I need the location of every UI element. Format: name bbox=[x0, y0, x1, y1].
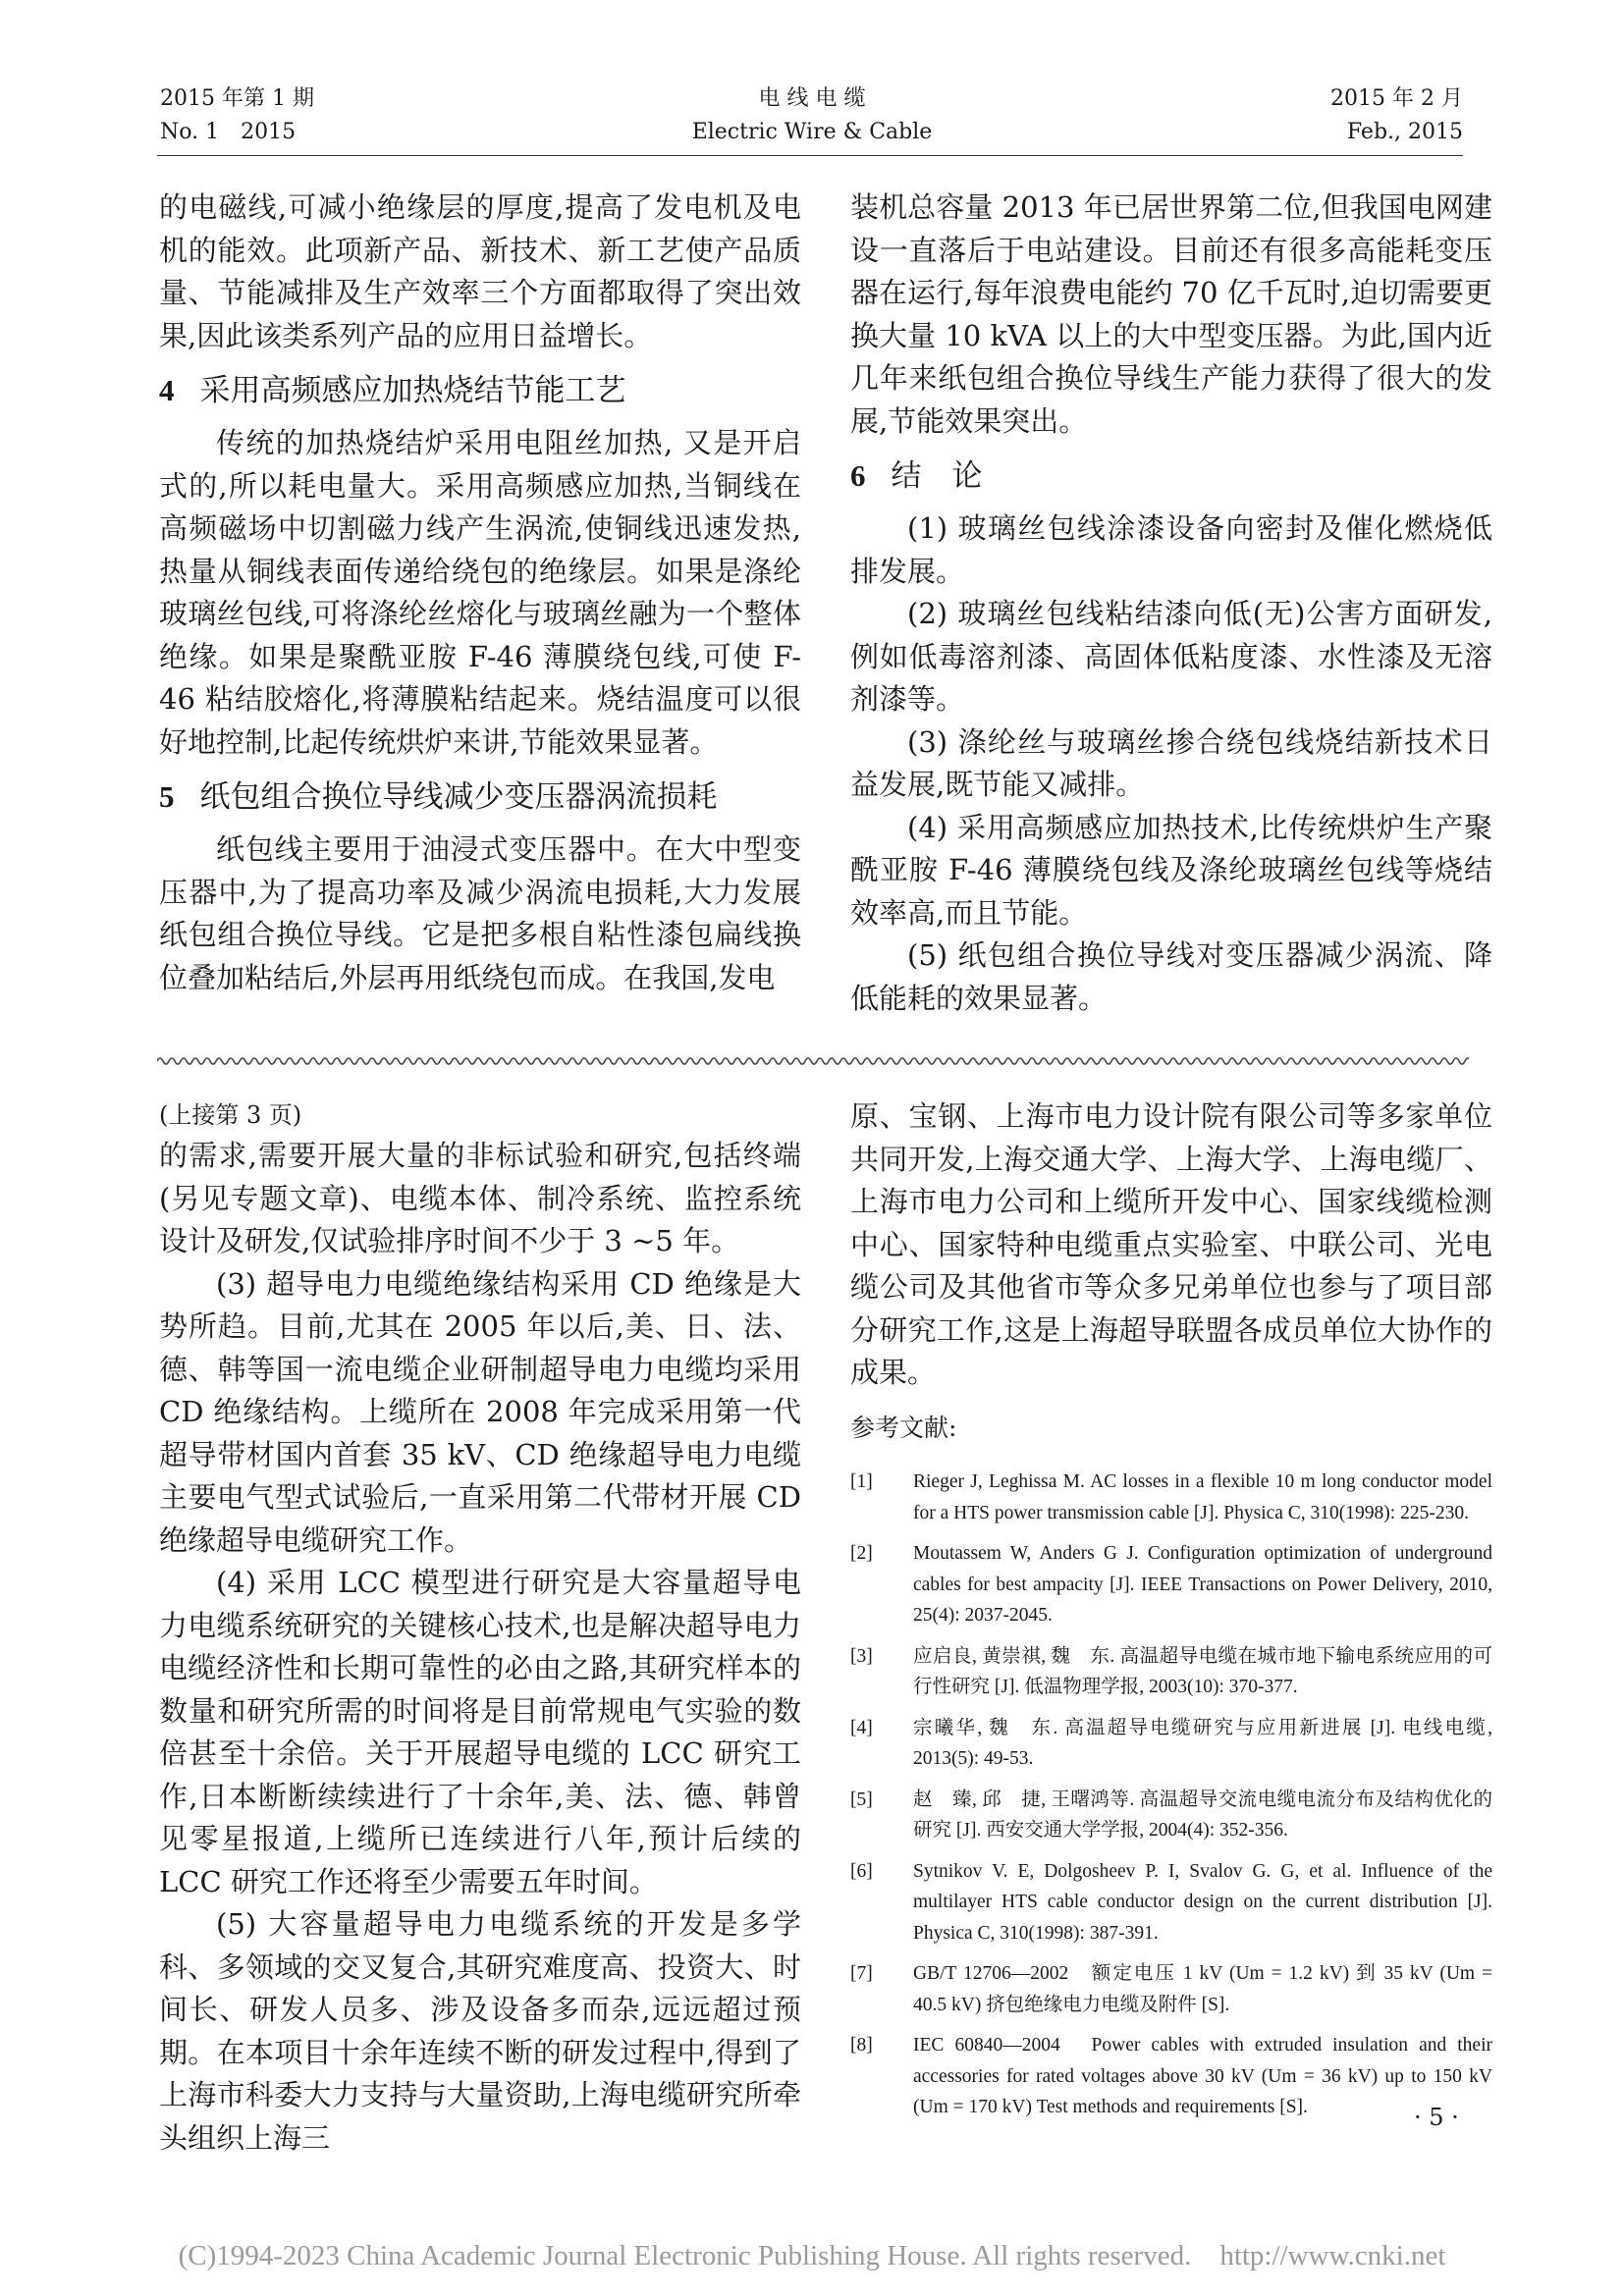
journal-title-en: Electric Wire & Cable bbox=[691, 120, 933, 144]
reference-item bbox=[850, 2030, 1492, 2123]
paragraph: 纸包线主要用于油浸式变压器中。在大中型变压器中,为了提高功率及减少涡流电损耗,大力发展纸包组合换位导线。它是把多根自粘性漆包扁线换位叠加粘结后,外层再用纸绕包而成。在我国,发电 bbox=[159, 832, 801, 994]
reference-item bbox=[850, 1856, 1492, 1949]
date-en: Feb., 2015 bbox=[1346, 120, 1463, 144]
reference-number: [3] bbox=[850, 1645, 873, 1667]
reference-item bbox=[850, 1467, 1492, 1528]
bottom-left-column bbox=[159, 1095, 801, 2160]
paragraph: (5) 大容量超导电力电缆系统的开发是多学科、多领域的交叉复合,其研究难度高、投资大、时间长、研发人员多、涉及设备多而杂,远远超过预期。在本项目十余年连续不断的研发过程中,得到了上海市科委大力支持与大量资助,上海电缆研究所牵头组织上海三 bbox=[159, 1907, 801, 2155]
section-title: 结 论 bbox=[891, 458, 983, 494]
reference-number: [6] bbox=[850, 1860, 873, 1882]
reference-text: 宗曦华, 魏 东. 高温超导电缆研究与应用新进展 [J]. 电线电缆, 2013(5): 49-53. bbox=[913, 1717, 1492, 1769]
references-title: 参考文献: bbox=[850, 1413, 957, 1442]
bottom-right-column bbox=[850, 1095, 1492, 2133]
date-cn: 2015 年 2 月 bbox=[1330, 86, 1463, 111]
paragraph: 装机总容量 2013 年已居世界第二位,但我国电网建设一直落后于电站建设。目前还有很多高能耗变压器在运行,每年浪费电能约 70 亿千瓦时,迫切需要更换大量 10 kVA 以上的大中型变压器。为此,国内近几年来纸包组合换位导线生产能力获得了很大的发展,节能效果突出。 bbox=[850, 190, 1492, 438]
issue-en: No. 1 2015 bbox=[160, 120, 297, 144]
section-heading-5 bbox=[159, 772, 801, 823]
paragraph: (3) 超导电力电缆绝缘结构采用 CD 绝缘是大势所趋。目前,尤其在 2005 年以后,美、日、法、德、韩等国一流电缆企业研制超导电力电缆均采用 CD 绝缘结构。上缆所在 2008 年完成采用第一代超导带材国内首套 35 kV、CD 绝缘超导电力电缆主要电气型式试验后,一直采用第二代带材开展 CD 绝缘超导电缆研究工作。 bbox=[159, 1266, 801, 1557]
reference-text: 赵 臻, 邱 捷, 王曙鸿等. 高温超导交流电缆电流分布及结构优化的研究 [J]. 西安交通大学学报, 2004(4): 352-356. bbox=[913, 1789, 1492, 1841]
section-number: 6 bbox=[850, 458, 866, 493]
reference-number: [7] bbox=[850, 1963, 873, 1984]
reference-item bbox=[850, 1713, 1492, 1775]
paragraph: 的电磁线,可减小绝缘层的厚度,提高了发电机及电机的能效。此项新产品、新技术、新工艺使产品质量、节能减排及生产效率三个方面都取得了突出效果,因此该类系列产品的应用日益增长。 bbox=[159, 190, 801, 352]
section-number: 4 bbox=[159, 373, 175, 407]
top-right-column bbox=[850, 187, 1492, 1020]
reference-number: [4] bbox=[850, 1717, 873, 1738]
journal-date bbox=[1330, 82, 1463, 149]
journal-title-cn: 电 线 电 缆 bbox=[758, 86, 866, 111]
section-title: 采用高频感应加热烧结节能工艺 bbox=[199, 373, 626, 408]
reference-item bbox=[850, 1641, 1492, 1703]
section-number: 5 bbox=[159, 779, 175, 814]
reference-text: Sytnikov V. E, Dolgosheev P. I, Svalov G. G, et al. Influence of the multilayer HTS cable conductor design on the current distribution [J]. Physica C, 310(1998): 387-391. bbox=[913, 1860, 1492, 1944]
section-title: 纸包组合换位导线减少变压器涡流损耗 bbox=[199, 779, 718, 815]
references-list bbox=[850, 1467, 1492, 2123]
reference-item bbox=[850, 1958, 1492, 2020]
paragraph: 原、宝钢、上海市电力设计院有限公司等多家单位共同开发,上海交通大学、上海大学、上海电缆厂、上海市电力公司和上缆所开发中心、国家线缆检测中心、国家特种电缆重点实验室、中联公司、光电缆公司及其他省市等众多兄弟单位也参与了项目部分研究工作,这是上海超导联盟各成员单位大协作的成果。 bbox=[850, 1099, 1492, 1389]
reference-text: GB/T 12706—2002 额定电压 1 kV (Um = 1.2 kV) 到 35 kV (Um = 40.5 kV) 挤包绝缘电力电缆及附件 [S]. bbox=[913, 1963, 1492, 2015]
conclusion-item: (5) 纸包组合换位导线对变压器减少涡流、降低能耗的效果显著。 bbox=[850, 938, 1492, 1015]
header-rule bbox=[157, 155, 1463, 156]
reference-text: 应启良, 黄崇祺, 魏 东. 高温超导电缆在城市地下输电系统应用的可行性研究 [J]. 低温物理学报, 2003(10): 370-377. bbox=[913, 1645, 1492, 1697]
reference-text: Moutassem W, Anders G J. Configuration optimization of underground cables for best ampacity [J]. IEEE Transactions on Power Delivery, 2010, 25(4): 2037-2045. bbox=[913, 1543, 1492, 1626]
copyright-footer: (C)1994-2023 China Academic Journal Electronic Publishing House. All rights reserved. http://www.cnki.net bbox=[178, 2240, 1446, 2271]
reference-text: Rieger J, Leghissa M. AC losses in a flexible 10 m long conductor model for a HTS power transmission cable [J]. Physica C, 310(1998): 225-230. bbox=[913, 1471, 1492, 1523]
conclusion-item: (3) 涤纶丝与玻璃丝掺合绕包线烧结新技术日益发展,既节能又减排。 bbox=[850, 724, 1492, 801]
conclusion-item: (2) 玻璃丝包线粘结漆向低(无)公害方面研发,例如低毒溶剂漆、高固体低粘度漆、水性漆及无溶剂漆等。 bbox=[850, 597, 1492, 716]
reference-text: IEC 60840—2004 Power cables with extruded insulation and their accessories for rated voltages above 30 kV (Um = 36 kV) up to 150 kV (Um = 170 kV) Test methods and requirements [S]. bbox=[913, 2035, 1492, 2117]
conclusion-item: (1) 玻璃丝包线涂漆设备向密封及催化燃烧低排发展。 bbox=[850, 511, 1492, 588]
top-left-column bbox=[159, 187, 801, 999]
wavy-divider bbox=[157, 1053, 1469, 1069]
reference-item bbox=[850, 1538, 1492, 1631]
reference-item bbox=[850, 1785, 1492, 1846]
reference-number: [5] bbox=[850, 1789, 873, 1810]
section-heading-6 bbox=[850, 451, 1492, 502]
reference-number: [8] bbox=[850, 2035, 873, 2056]
page-number: · 5 · bbox=[1414, 2104, 1459, 2131]
conclusion-item: (4) 采用高频感应加热技术,比传统烘炉生产聚酰亚胺 F-46 薄膜绕包线及涤纶玻璃丝包线等烧结效率高,而且节能。 bbox=[850, 810, 1492, 930]
reference-number: [2] bbox=[850, 1543, 873, 1564]
issue-cn: 2015 年第 1 期 bbox=[160, 86, 314, 111]
paragraph: 传统的加热烧结炉采用电阻丝加热, 又是开启式的,所以耗电量大。采用高频感应加热,当铜线在高频磁场中切割磁力线产生涡流,使铜线迅速发热,热量从铜线表面传递给绕包的绝缘层。如果是涤纶玻璃丝包线,可将涤纶丝熔化与玻璃丝融为一个整体绝缘。如果是聚酰亚胺 F-46 薄膜绕包线,可使 F-46 粘结胶熔化,将薄膜粘结起来。烧结温度可以很好地控制,比起传统烘炉来讲,节能效果显著。 bbox=[159, 426, 801, 759]
continued-note: (上接第 3 页) bbox=[159, 1101, 302, 1129]
reference-number: [1] bbox=[850, 1471, 873, 1492]
section-heading-4 bbox=[159, 365, 801, 416]
paragraph: (4) 采用 LCC 模型进行研究是大容量超导电力电缆系统研究的关键核心技术,也是解决超导电力电缆经济性和长期可靠性的必由之路,其研究样本的数量和研究所需的时间将是目前常规电气实验的数倍甚至十余倍。关于开展超导电缆的 LCC 研究工作,日本断断续续进行了十余年,美、法、德、韩曾见零星报道,上缆所已连续进行八年,预计后续的 LCC 研究工作还将至少需要五年时间。 bbox=[159, 1566, 801, 1898]
paragraph: 的需求,需要开展大量的非标试验和研究,包括终端(另见专题文章)、电缆本体、制冷系统、监控系统设计及研发,仅试验排序时间不少于 3 ~5 年。 bbox=[159, 1139, 801, 1257]
